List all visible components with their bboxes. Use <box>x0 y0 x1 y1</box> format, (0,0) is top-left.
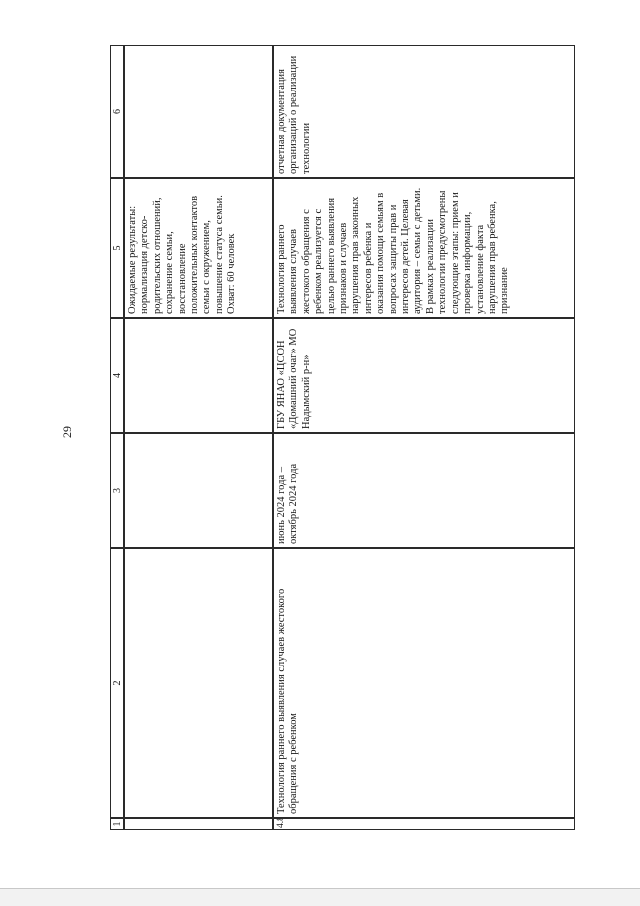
column-header-1: 1 <box>110 818 124 830</box>
column-header-4: 4 <box>110 318 124 433</box>
activity-table <box>110 45 575 830</box>
reporting-cell: отчетная документация организаций о реализации технологии <box>273 45 575 178</box>
expected-results-text: Ожидаемые результаты: нормализация детско-родительских отношений, сохранение семьи, восстановление положительных контактов семьи с окружением, повышение статуса семьи. <box>127 195 225 314</box>
coverage-text: Охват: 60 человек <box>226 233 238 314</box>
table-cell <box>124 45 273 178</box>
table-cell <box>124 818 273 830</box>
column-header-2: 2 <box>110 548 124 818</box>
technology-name: Технология раннего выявления случаев жестокого обращения с ребенком <box>273 548 575 818</box>
column-header-6: 6 <box>110 45 124 178</box>
executor-cell: ГБУ ЯНАО «ЦСОН «Домашний очаг» МО Надымский р-н» <box>273 318 575 433</box>
scan-edge <box>0 888 640 906</box>
table-cell <box>124 318 273 433</box>
column-header-5: 5 <box>110 178 124 318</box>
page-number: 29 <box>60 426 74 438</box>
expected-results-cell <box>124 178 273 318</box>
table-cell <box>124 433 273 548</box>
period-cell: июнь 2024 года – октябрь 2024 года <box>273 433 575 548</box>
row-number: 4.8. <box>273 818 575 830</box>
description-cell: Технология раннего выявления случаев жестокого обращения с ребенком реализуется с целью раннего выявления признаков и случаев нарушения прав законных интересов ребенка и оказания помощи семьям в вопросах защиты прав и интересов детей. Целевая аудитория – семьи с детьми. В рамках реализации технологии предусмотрены следующие этапы: прием и проверка информации, установление факта нарушения прав ребенка, признание <box>273 178 575 318</box>
table-cell <box>124 548 273 818</box>
column-header-3: 3 <box>110 433 124 548</box>
